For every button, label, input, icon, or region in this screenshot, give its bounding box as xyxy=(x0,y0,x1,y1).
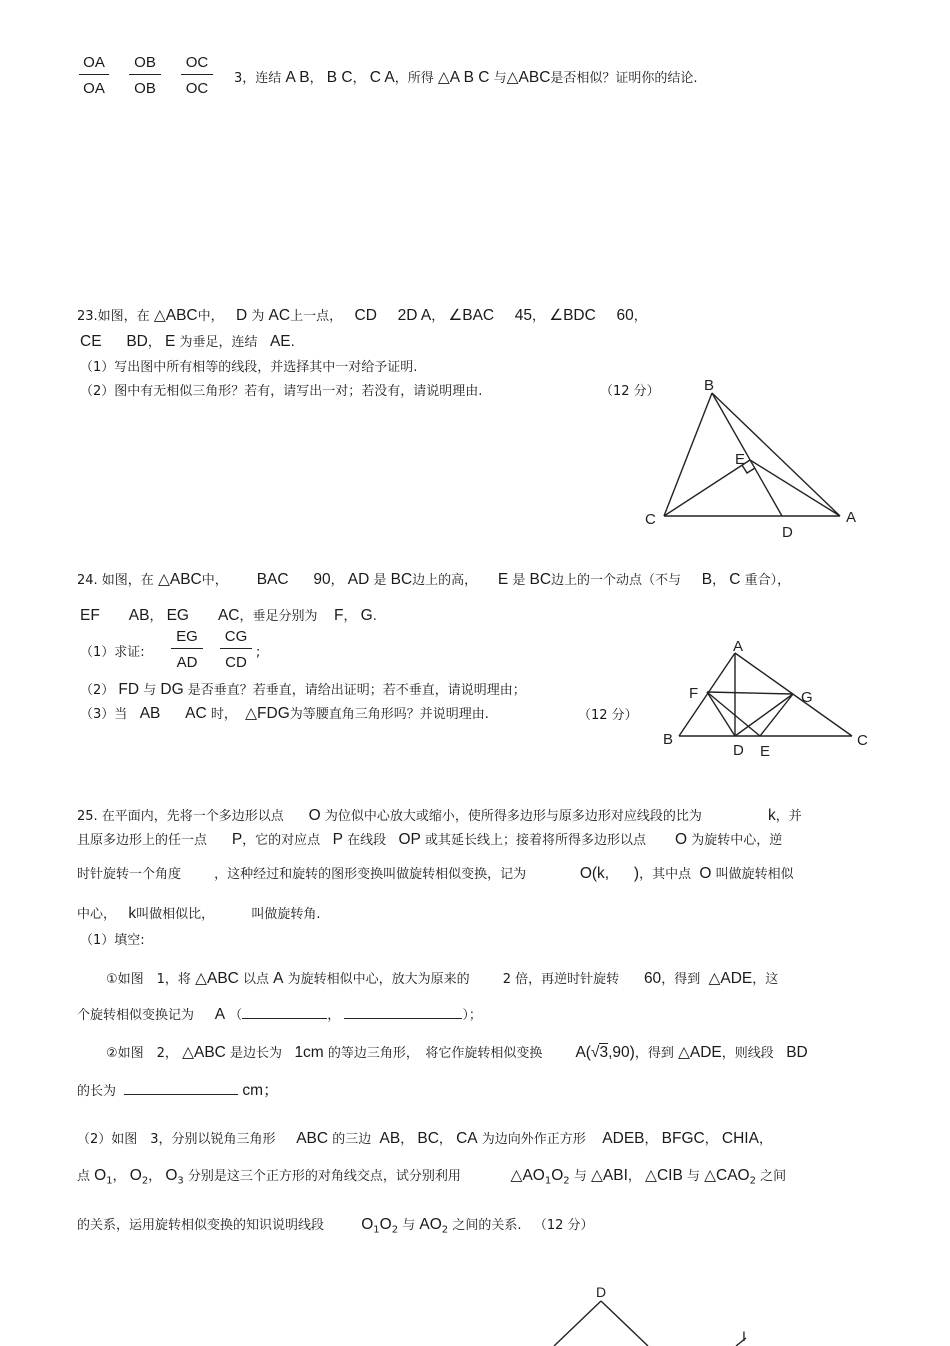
q23-label-d: D xyxy=(782,524,793,541)
q24-label-e: E xyxy=(760,743,771,760)
q24-line2: EF AB， EG AC，垂足分别为 F， G. xyxy=(80,607,377,624)
q23-label-c: C xyxy=(645,511,656,528)
q24-seg-dg xyxy=(735,694,793,736)
q25-line4: 中心， k叫做相似比， 叫做旋转角. xyxy=(77,905,321,922)
q24-seg-fd xyxy=(707,692,735,736)
q24-label-f: F xyxy=(689,685,699,702)
q24-figure xyxy=(655,630,880,760)
answer-blank-bd[interactable] xyxy=(124,1094,238,1095)
q23-figure xyxy=(630,370,870,545)
q23-score: （12 分） xyxy=(600,384,660,399)
fraction-ob: $\frac{OB}{OB}$ xyxy=(129,54,161,97)
fraction-oc: $\frac{OC}{OC}$ xyxy=(181,54,213,97)
q24-seg-fg xyxy=(707,692,793,694)
q25-part2-line1: （2）如图 3，分别以锐角三角形 ABC 的三边 AB， BC， CA 为边向外作正方形 ADEB， BFGC， CHIA， xyxy=(77,1130,772,1147)
q23-seg-bd xyxy=(712,393,782,516)
q25-line1: 25. 在平面内，先将一个多边形以点 O 为位似中心放大或缩小，使所得多边形与原多边形对应线段的比为 k，并 xyxy=(77,807,802,824)
q24-part1: （1）求证: xyxy=(80,645,145,660)
q24-label-g: G xyxy=(801,689,813,706)
sqrt-sign: √ xyxy=(590,1044,600,1061)
q23-label-e: E xyxy=(735,451,746,468)
q25-part2-line2: 点 $O_1$， $O_2$， $O_3$ 分别是这三个正方形的对角线交点，试分别利用 $\triangle AO_1O_2$ 与 △ABI， △CIB 与 $\triangle CAO_2$ 之间 xyxy=(77,1167,787,1187)
q22-text: 3，连结 A B， B C， C A，所得 △A B C 与△ABC是否相似？证明你的结论. xyxy=(234,69,698,86)
q24-score: （12 分） xyxy=(578,708,638,723)
q25-figure3-partial xyxy=(540,1280,780,1346)
q24-part3: （3）当 AB AC 时， △FDG为等腰直角三角形吗？并说明理由. xyxy=(80,705,489,722)
q24-semicolon: ; xyxy=(256,645,261,660)
q23-seg-ba xyxy=(712,393,840,516)
q23-part2: （2）图中有无相似三角形？若有，请写出一对；若没有，请说明理由. xyxy=(80,384,483,399)
q23-seg-ea xyxy=(750,460,840,516)
q25-label-i: I xyxy=(742,1328,746,1344)
q25-line2: 且原多边形上的任一点 P，它的对应点 P 在线段 OP 或其延长线上；接着将所得多边形以点 O 为旋转中心，逆 xyxy=(77,831,783,848)
q24-line1: 24. 如图，在 △ABC中， BAC 90， AD 是 BC边上的高， E 是 BC边上的一个动点（不与 B， C 重合）， xyxy=(77,571,791,588)
q24-label-d: D xyxy=(733,742,744,759)
q25-seg-d-left xyxy=(554,1301,601,1346)
q23-part1: （1）写出图中所有相等的线段，并选择其中一对给予证明. xyxy=(80,360,418,375)
q25-line3: 时针旋转一个角度 ，这种经过和旋转的图形变换叫做旋转相似变换，记为 O(k, )，其中点 O 叫做旋转相似 xyxy=(77,865,794,882)
q24-seg-ef xyxy=(707,692,760,736)
q23-seg-bc xyxy=(664,393,712,516)
q25-item1-line1: ①如图 1，将 △ABC 以点 A 为旋转相似中心，放大为原来的 2 倍，再逆时针旋转 60，得到 △ADE，这 xyxy=(106,970,779,987)
q25-part1-title: （1）填空: xyxy=(80,933,145,948)
fraction-cg-cd: $\frac{CG}{CD}$ xyxy=(220,628,252,671)
fraction-eg-ad: $\frac{EG}{AD}$ xyxy=(171,628,203,671)
q23-line2: CE BD， E 为垂足，连结 AE. xyxy=(80,333,295,350)
q25-item1-line2: 个旋转相似变换记为 A （ ， ）； xyxy=(77,1006,482,1023)
q24-label-b: B xyxy=(663,731,674,748)
q23-label-a: A xyxy=(846,509,857,526)
answer-blank-ratio[interactable] xyxy=(242,1018,327,1019)
q23-label-b: B xyxy=(704,377,715,394)
q23-seg-ce xyxy=(664,460,750,516)
q25-seg-d-right xyxy=(601,1301,648,1346)
q24-label-c: C xyxy=(857,732,868,749)
q25-part2-line3: 的关系，运用旋转相似变换的知识说明线段 $O_1O_2$ 与 $AO_2$ 之间的关系. （12 分） xyxy=(77,1216,594,1236)
q25-item2-line1: ②如图 2， △ABC 是边长为 1cm 的等边三角形， 将它作旋转相似变换 A(√3,90)，得到 △ADE，则线段 BD xyxy=(106,1044,808,1061)
fraction-oa: $\frac{OA}{OA}$ xyxy=(79,54,109,97)
answer-blank-angle[interactable] xyxy=(344,1018,462,1019)
q25-label-d: D xyxy=(596,1284,607,1300)
q24-label-a: A xyxy=(733,638,744,655)
q25-item2-line2: 的长为 cm； xyxy=(77,1082,279,1099)
q23-line1: 23.如图，在 △ABC中， D 为 AC上一点， CD 2D A， ∠BAC 45， ∠BDC 60， xyxy=(77,307,647,324)
q24-part2: （2） FD 与 DG 是否垂直？若垂直，请给出证明；若不垂直，请说明理由； xyxy=(80,681,526,698)
